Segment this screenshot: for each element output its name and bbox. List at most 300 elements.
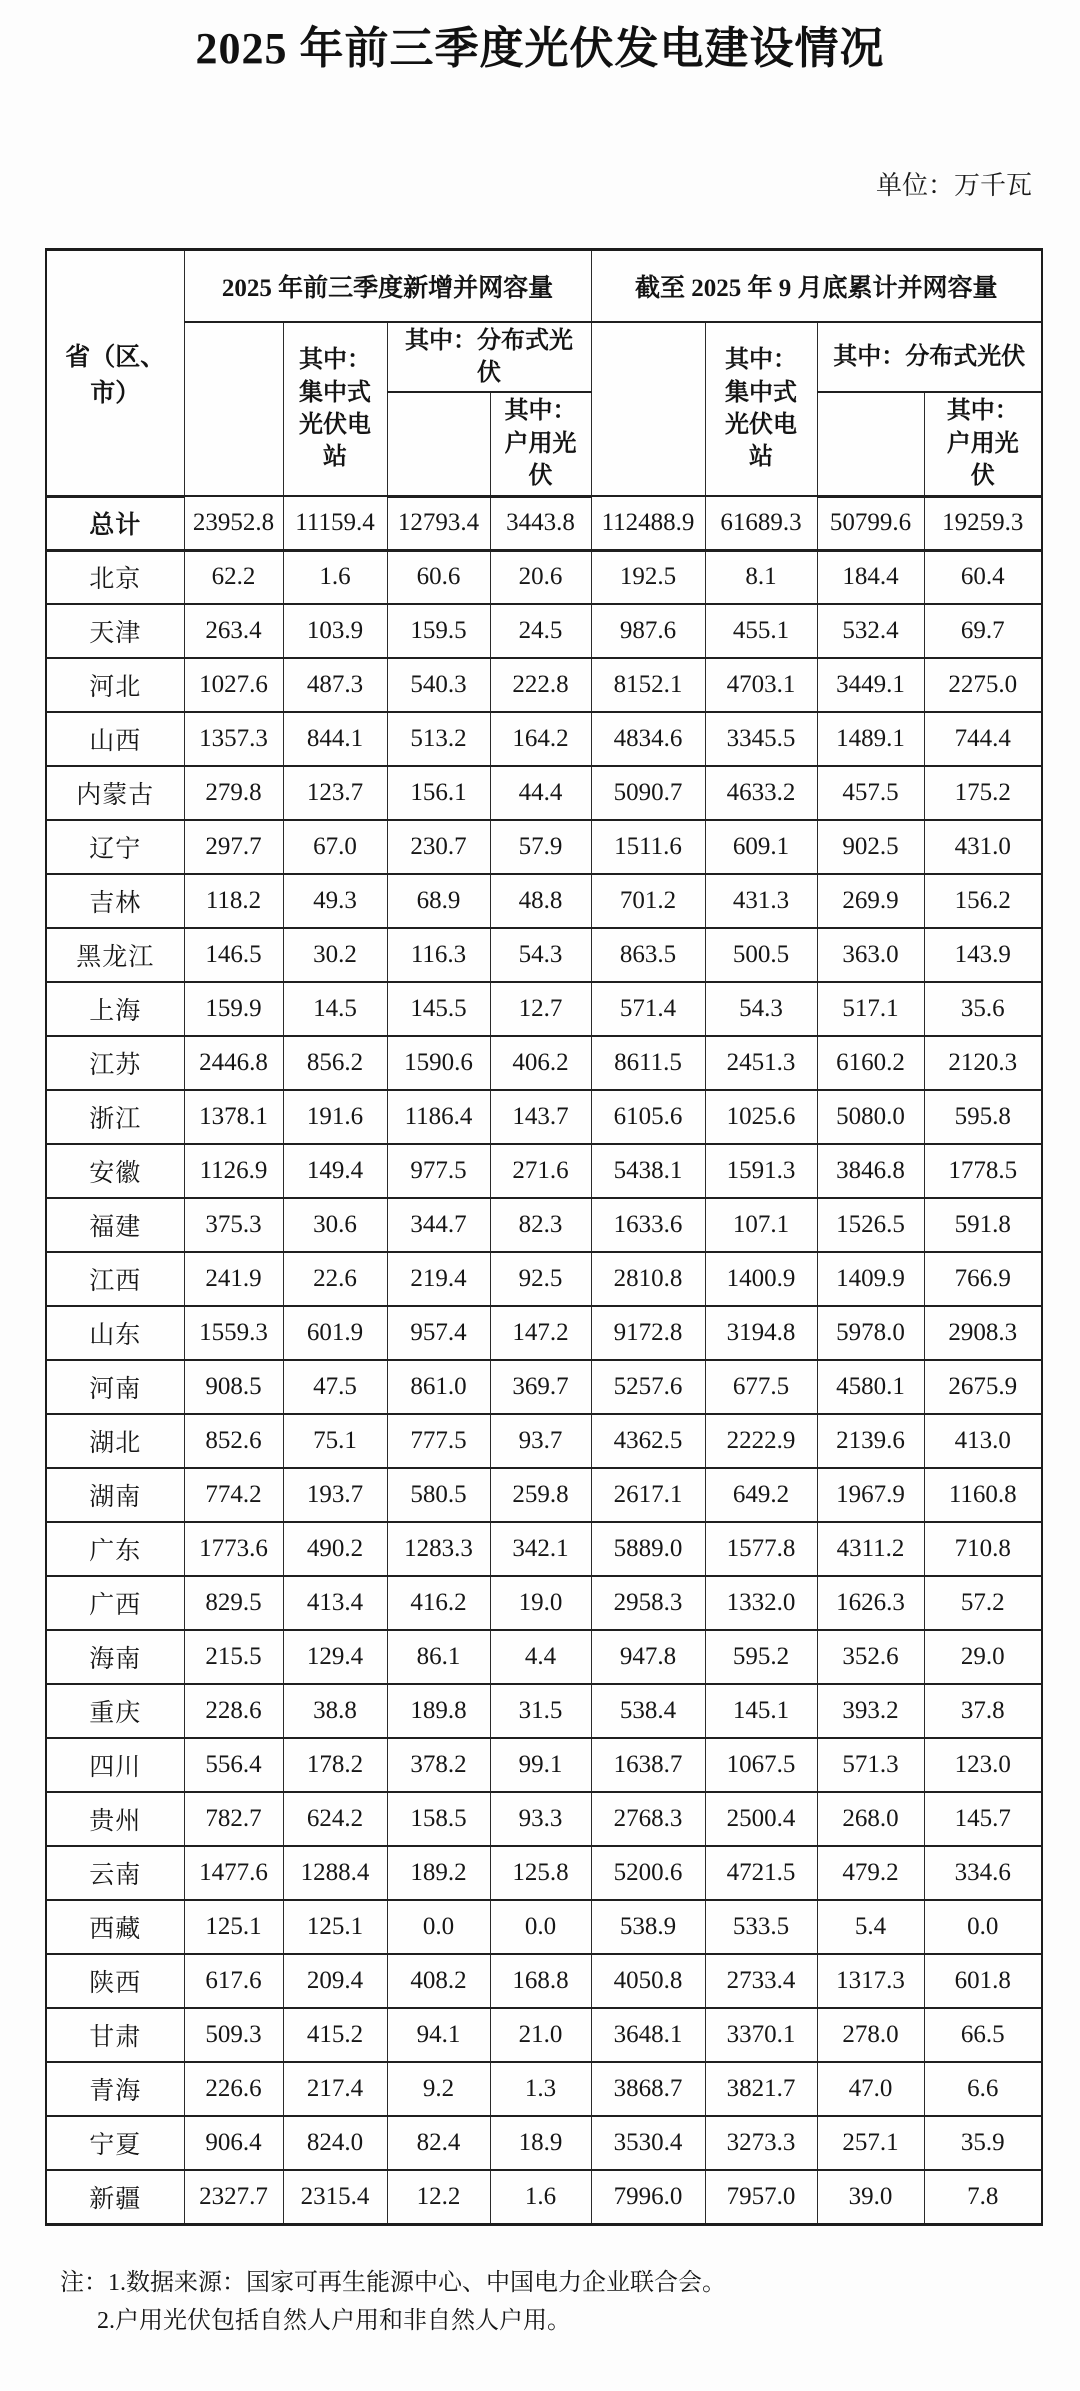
value-cell: 1.3	[490, 2062, 591, 2116]
row-label: 总计	[46, 496, 184, 550]
value-cell: 540.3	[387, 658, 490, 712]
province-row	[46, 1954, 1042, 2008]
value-cell: 123.0	[924, 1738, 1042, 1792]
value-cell: 856.2	[283, 1036, 387, 1090]
value-cell: 14.5	[283, 982, 387, 1036]
value-cell: 908.5	[184, 1360, 283, 1414]
value-cell: 35.9	[924, 2116, 1042, 2170]
value-cell: 2139.6	[817, 1414, 924, 1468]
value-cell: 1638.7	[591, 1738, 705, 1792]
value-cell: 413.4	[283, 1576, 387, 1630]
value-cell: 987.6	[591, 604, 705, 658]
value-cell: 67.0	[283, 820, 387, 874]
value-cell: 147.2	[490, 1306, 591, 1360]
value-cell: 1067.5	[705, 1738, 817, 1792]
group-header-cumulative-capacity: 截至 2025 年 9 月底累计并网容量	[591, 250, 1042, 322]
value-cell: 189.2	[387, 1846, 490, 1900]
value-cell: 352.6	[817, 1630, 924, 1684]
value-cell: 861.0	[387, 1360, 490, 1414]
value-cell: 192.5	[591, 550, 705, 604]
value-cell: 431.3	[705, 874, 817, 928]
value-cell: 68.9	[387, 874, 490, 928]
value-cell: 487.3	[283, 658, 387, 712]
value-cell: 164.2	[490, 712, 591, 766]
value-cell: 0.0	[490, 1900, 591, 1954]
value-cell: 116.3	[387, 928, 490, 982]
province-row	[46, 2008, 1042, 2062]
value-cell: 5438.1	[591, 1144, 705, 1198]
value-cell: 82.3	[490, 1198, 591, 1252]
value-cell: 1778.5	[924, 1144, 1042, 1198]
row-label: 湖北	[46, 1414, 184, 1468]
value-cell: 50799.6	[817, 496, 924, 550]
province-row	[46, 766, 1042, 820]
value-cell: 4721.5	[705, 1846, 817, 1900]
value-cell: 1.6	[283, 550, 387, 604]
value-cell: 228.6	[184, 1684, 283, 1738]
province-row	[46, 712, 1042, 766]
value-cell: 1489.1	[817, 712, 924, 766]
row-label: 甘肃	[46, 2008, 184, 2062]
province-row	[46, 1792, 1042, 1846]
group-header-new-capacity: 2025 年前三季度新增并网容量	[184, 250, 591, 322]
value-cell: 257.1	[817, 2116, 924, 2170]
subheader-new-centralized: 其中：集中式光伏电站	[283, 322, 387, 496]
value-cell: 2120.3	[924, 1036, 1042, 1090]
value-cell: 21.0	[490, 2008, 591, 2062]
value-cell: 342.1	[490, 1522, 591, 1576]
value-cell: 125.8	[490, 1846, 591, 1900]
value-cell: 278.0	[817, 2008, 924, 2062]
value-cell: 125.1	[184, 1900, 283, 1954]
value-cell: 977.5	[387, 1144, 490, 1198]
row-label: 黑龙江	[46, 928, 184, 982]
province-row	[46, 874, 1042, 928]
value-cell: 369.7	[490, 1360, 591, 1414]
value-cell: 11159.4	[283, 496, 387, 550]
value-cell: 107.1	[705, 1198, 817, 1252]
value-cell: 159.9	[184, 982, 283, 1036]
value-cell: 1160.8	[924, 1468, 1042, 1522]
row-label: 山西	[46, 712, 184, 766]
value-cell: 7957.0	[705, 2170, 817, 2224]
value-cell: 37.8	[924, 1684, 1042, 1738]
province-row	[46, 658, 1042, 712]
province-row	[46, 1252, 1042, 1306]
value-cell: 595.2	[705, 1630, 817, 1684]
value-cell: 189.8	[387, 1684, 490, 1738]
value-cell: 1633.6	[591, 1198, 705, 1252]
province-row	[46, 1846, 1042, 1900]
row-label: 山东	[46, 1306, 184, 1360]
province-row	[46, 1630, 1042, 1684]
province-row	[46, 1090, 1042, 1144]
value-cell: 156.2	[924, 874, 1042, 928]
province-row	[46, 1522, 1042, 1576]
value-cell: 774.2	[184, 1468, 283, 1522]
value-cell: 12.7	[490, 982, 591, 1036]
row-label: 河南	[46, 1360, 184, 1414]
value-cell: 31.5	[490, 1684, 591, 1738]
value-cell: 19.0	[490, 1576, 591, 1630]
value-cell: 1626.3	[817, 1576, 924, 1630]
value-cell: 18.9	[490, 2116, 591, 2170]
table-body	[46, 496, 1042, 2224]
value-cell: 710.8	[924, 1522, 1042, 1576]
value-cell: 125.1	[283, 1900, 387, 1954]
value-cell: 143.9	[924, 928, 1042, 982]
province-row	[46, 1900, 1042, 1954]
value-cell: 215.5	[184, 1630, 283, 1684]
value-cell: 75.1	[283, 1414, 387, 1468]
value-cell: 624.2	[283, 1792, 387, 1846]
value-cell: 1025.6	[705, 1090, 817, 1144]
value-cell: 517.1	[817, 982, 924, 1036]
value-cell: 744.4	[924, 712, 1042, 766]
value-cell: 6105.6	[591, 1090, 705, 1144]
value-cell: 1283.3	[387, 1522, 490, 1576]
value-cell: 61689.3	[705, 496, 817, 550]
province-row	[46, 1198, 1042, 1252]
value-cell: 86.1	[387, 1630, 490, 1684]
value-cell: 3443.8	[490, 496, 591, 550]
value-cell: 5889.0	[591, 1522, 705, 1576]
value-cell: 4050.8	[591, 1954, 705, 2008]
value-cell: 1590.6	[387, 1036, 490, 1090]
row-label: 吉林	[46, 874, 184, 928]
subheader-cum-household: 其中：户用光伏	[924, 392, 1042, 496]
value-cell: 1511.6	[591, 820, 705, 874]
page-title: 2025 年前三季度光伏发电建设情况	[195, 24, 885, 73]
value-cell: 4.4	[490, 1630, 591, 1684]
value-cell: 2733.4	[705, 1954, 817, 2008]
value-cell: 268.0	[817, 1792, 924, 1846]
value-cell: 1773.6	[184, 1522, 283, 1576]
value-cell: 1317.3	[817, 1954, 924, 2008]
value-cell: 1400.9	[705, 1252, 817, 1306]
value-cell: 2958.3	[591, 1576, 705, 1630]
value-cell: 222.8	[490, 658, 591, 712]
province-row	[46, 2170, 1042, 2224]
corner-header-province: 省（区、市）	[46, 250, 184, 496]
row-label: 福建	[46, 1198, 184, 1252]
value-cell: 38.8	[283, 1684, 387, 1738]
value-cell: 143.7	[490, 1090, 591, 1144]
value-cell: 1378.1	[184, 1090, 283, 1144]
value-cell: 0.0	[924, 1900, 1042, 1954]
unit-label: 单位：万千瓦	[875, 171, 1032, 201]
value-cell: 9172.8	[591, 1306, 705, 1360]
value-cell: 571.3	[817, 1738, 924, 1792]
province-row	[46, 2062, 1042, 2116]
value-cell: 297.7	[184, 820, 283, 874]
value-cell: 103.9	[283, 604, 387, 658]
value-cell: 2451.3	[705, 1036, 817, 1090]
value-cell: 66.5	[924, 2008, 1042, 2062]
subheader-cum-distributed: 其中：分布式光伏	[817, 322, 1042, 393]
value-cell: 334.6	[924, 1846, 1042, 1900]
value-cell: 47.5	[283, 1360, 387, 1414]
value-cell: 677.5	[705, 1360, 817, 1414]
value-cell: 3345.5	[705, 712, 817, 766]
value-cell: 145.7	[924, 1792, 1042, 1846]
row-label: 广东	[46, 1522, 184, 1576]
value-cell: 1357.3	[184, 712, 283, 766]
value-cell: 782.7	[184, 1792, 283, 1846]
value-cell: 230.7	[387, 820, 490, 874]
value-cell: 3194.8	[705, 1306, 817, 1360]
value-cell: 947.8	[591, 1630, 705, 1684]
value-cell: 23952.8	[184, 496, 283, 550]
value-cell: 69.7	[924, 604, 1042, 658]
value-cell: 3846.8	[817, 1144, 924, 1198]
value-cell: 363.0	[817, 928, 924, 982]
row-label: 海南	[46, 1630, 184, 1684]
total-row	[46, 496, 1042, 550]
subheader-cum-distributed-total-blank	[817, 392, 924, 496]
value-cell: 99.1	[490, 1738, 591, 1792]
value-cell: 30.2	[283, 928, 387, 982]
value-cell: 3449.1	[817, 658, 924, 712]
header-row-subgroups	[46, 322, 1042, 393]
value-cell: 2500.4	[705, 1792, 817, 1846]
value-cell: 94.1	[387, 2008, 490, 2062]
value-cell: 158.5	[387, 1792, 490, 1846]
row-label: 四川	[46, 1738, 184, 1792]
value-cell: 844.1	[283, 712, 387, 766]
value-cell: 2327.7	[184, 2170, 283, 2224]
value-cell: 1967.9	[817, 1468, 924, 1522]
value-cell: 19259.3	[924, 496, 1042, 550]
value-cell: 906.4	[184, 2116, 283, 2170]
value-cell: 4834.6	[591, 712, 705, 766]
province-row	[46, 1738, 1042, 1792]
value-cell: 415.2	[283, 2008, 387, 2062]
value-cell: 852.6	[184, 1414, 283, 1468]
value-cell: 5978.0	[817, 1306, 924, 1360]
value-cell: 49.3	[283, 874, 387, 928]
value-cell: 5080.0	[817, 1090, 924, 1144]
value-cell: 30.6	[283, 1198, 387, 1252]
value-cell: 824.0	[283, 2116, 387, 2170]
value-cell: 1409.9	[817, 1252, 924, 1306]
value-cell: 209.4	[283, 1954, 387, 2008]
value-cell: 2617.1	[591, 1468, 705, 1522]
value-cell: 2768.3	[591, 1792, 705, 1846]
value-cell: 145.5	[387, 982, 490, 1036]
pv-capacity-table	[45, 248, 1043, 2225]
value-cell: 1477.6	[184, 1846, 283, 1900]
value-cell: 591.8	[924, 1198, 1042, 1252]
value-cell: 159.5	[387, 604, 490, 658]
value-cell: 259.8	[490, 1468, 591, 1522]
province-row	[46, 1036, 1042, 1090]
value-cell: 149.4	[283, 1144, 387, 1198]
value-cell: 279.8	[184, 766, 283, 820]
row-label: 浙江	[46, 1090, 184, 1144]
value-cell: 82.4	[387, 2116, 490, 2170]
value-cell: 413.0	[924, 1414, 1042, 1468]
value-cell: 24.5	[490, 604, 591, 658]
value-cell: 129.4	[283, 1630, 387, 1684]
value-cell: 2222.9	[705, 1414, 817, 1468]
value-cell: 375.3	[184, 1198, 283, 1252]
value-cell: 93.3	[490, 1792, 591, 1846]
value-cell: 217.4	[283, 2062, 387, 2116]
row-label: 云南	[46, 1846, 184, 1900]
value-cell: 1526.5	[817, 1198, 924, 1252]
value-cell: 1126.9	[184, 1144, 283, 1198]
row-label: 辽宁	[46, 820, 184, 874]
value-cell: 556.4	[184, 1738, 283, 1792]
province-row	[46, 2116, 1042, 2170]
value-cell: 241.9	[184, 1252, 283, 1306]
row-label: 北京	[46, 550, 184, 604]
value-cell: 538.4	[591, 1684, 705, 1738]
value-cell: 601.9	[283, 1306, 387, 1360]
value-cell: 226.6	[184, 2062, 283, 2116]
value-cell: 39.0	[817, 2170, 924, 2224]
value-cell: 649.2	[705, 1468, 817, 1522]
value-cell: 60.6	[387, 550, 490, 604]
footnote-household-definition: 2.户用光伏包括自然人户用和非自然人户用。	[97, 2308, 571, 2335]
province-row	[46, 1306, 1042, 1360]
value-cell: 777.5	[387, 1414, 490, 1468]
row-label: 西藏	[46, 1900, 184, 1954]
value-cell: 3273.3	[705, 2116, 817, 2170]
province-row	[46, 928, 1042, 982]
value-cell: 193.7	[283, 1468, 387, 1522]
value-cell: 5200.6	[591, 1846, 705, 1900]
row-label: 江西	[46, 1252, 184, 1306]
subheader-cum-total-blank	[591, 322, 705, 496]
value-cell: 178.2	[283, 1738, 387, 1792]
value-cell: 455.1	[705, 604, 817, 658]
value-cell: 513.2	[387, 712, 490, 766]
value-cell: 533.5	[705, 1900, 817, 1954]
province-row	[46, 1684, 1042, 1738]
value-cell: 6160.2	[817, 1036, 924, 1090]
value-cell: 5257.6	[591, 1360, 705, 1414]
value-cell: 57.9	[490, 820, 591, 874]
row-label: 青海	[46, 2062, 184, 2116]
row-label: 天津	[46, 604, 184, 658]
value-cell: 1559.3	[184, 1306, 283, 1360]
value-cell: 7996.0	[591, 2170, 705, 2224]
value-cell: 601.8	[924, 1954, 1042, 2008]
province-row	[46, 982, 1042, 1036]
value-cell: 595.8	[924, 1090, 1042, 1144]
footnotes	[0, 2264, 1080, 2341]
subheader-new-distributed-total-blank	[387, 392, 490, 496]
value-cell: 1332.0	[705, 1576, 817, 1630]
value-cell: 7.8	[924, 2170, 1042, 2224]
value-cell: 2675.9	[924, 1360, 1042, 1414]
row-label: 湖南	[46, 1468, 184, 1522]
value-cell: 93.7	[490, 1414, 591, 1468]
value-cell: 3370.1	[705, 2008, 817, 2062]
row-label: 广西	[46, 1576, 184, 1630]
value-cell: 92.5	[490, 1252, 591, 1306]
header-row-groups	[46, 250, 1042, 322]
value-cell: 44.4	[490, 766, 591, 820]
value-cell: 3821.7	[705, 2062, 817, 2116]
value-cell: 479.2	[817, 1846, 924, 1900]
value-cell: 863.5	[591, 928, 705, 982]
value-cell: 6.6	[924, 2062, 1042, 2116]
value-cell: 1027.6	[184, 658, 283, 712]
value-cell: 2275.0	[924, 658, 1042, 712]
value-cell: 406.2	[490, 1036, 591, 1090]
subheader-cum-centralized: 其中：集中式光伏电站	[705, 322, 817, 496]
row-label: 江苏	[46, 1036, 184, 1090]
table-header	[46, 250, 1042, 496]
value-cell: 3868.7	[591, 2062, 705, 2116]
province-row	[46, 1414, 1042, 1468]
province-row	[46, 820, 1042, 874]
value-cell: 4703.1	[705, 658, 817, 712]
value-cell: 378.2	[387, 1738, 490, 1792]
value-cell: 538.9	[591, 1900, 705, 1954]
value-cell: 269.9	[817, 874, 924, 928]
value-cell: 571.4	[591, 982, 705, 1036]
value-cell: 54.3	[490, 928, 591, 982]
value-cell: 263.4	[184, 604, 283, 658]
value-cell: 457.5	[817, 766, 924, 820]
value-cell: 20.6	[490, 550, 591, 604]
subheader-new-total-blank	[184, 322, 283, 496]
value-cell: 146.5	[184, 928, 283, 982]
value-cell: 393.2	[817, 1684, 924, 1738]
subheader-new-household: 其中：户用光伏	[490, 392, 591, 496]
value-cell: 1591.3	[705, 1144, 817, 1198]
row-label: 重庆	[46, 1684, 184, 1738]
value-cell: 4311.2	[817, 1522, 924, 1576]
value-cell: 219.4	[387, 1252, 490, 1306]
row-label: 陕西	[46, 1954, 184, 2008]
value-cell: 2810.8	[591, 1252, 705, 1306]
province-row	[46, 550, 1042, 604]
value-cell: 48.8	[490, 874, 591, 928]
value-cell: 2315.4	[283, 2170, 387, 2224]
value-cell: 271.6	[490, 1144, 591, 1198]
value-cell: 29.0	[924, 1630, 1042, 1684]
province-row	[46, 1144, 1042, 1198]
value-cell: 532.4	[817, 604, 924, 658]
value-cell: 344.7	[387, 1198, 490, 1252]
footnote-source: 注：1.数据来源：国家可再生能源中心、中国电力企业联合会。	[60, 2269, 726, 2296]
value-cell: 5090.7	[591, 766, 705, 820]
value-cell: 1288.4	[283, 1846, 387, 1900]
value-cell: 5.4	[817, 1900, 924, 1954]
value-cell: 8.1	[705, 550, 817, 604]
value-cell: 35.6	[924, 982, 1042, 1036]
value-cell: 4633.2	[705, 766, 817, 820]
value-cell: 490.2	[283, 1522, 387, 1576]
value-cell: 47.0	[817, 2062, 924, 2116]
value-cell: 1.6	[490, 2170, 591, 2224]
value-cell: 609.1	[705, 820, 817, 874]
value-cell: 1577.8	[705, 1522, 817, 1576]
province-row	[46, 1576, 1042, 1630]
value-cell: 22.6	[283, 1252, 387, 1306]
value-cell: 0.0	[387, 1900, 490, 1954]
value-cell: 4580.1	[817, 1360, 924, 1414]
province-row	[46, 1468, 1042, 1522]
value-cell: 57.2	[924, 1576, 1042, 1630]
value-cell: 145.1	[705, 1684, 817, 1738]
value-cell: 829.5	[184, 1576, 283, 1630]
